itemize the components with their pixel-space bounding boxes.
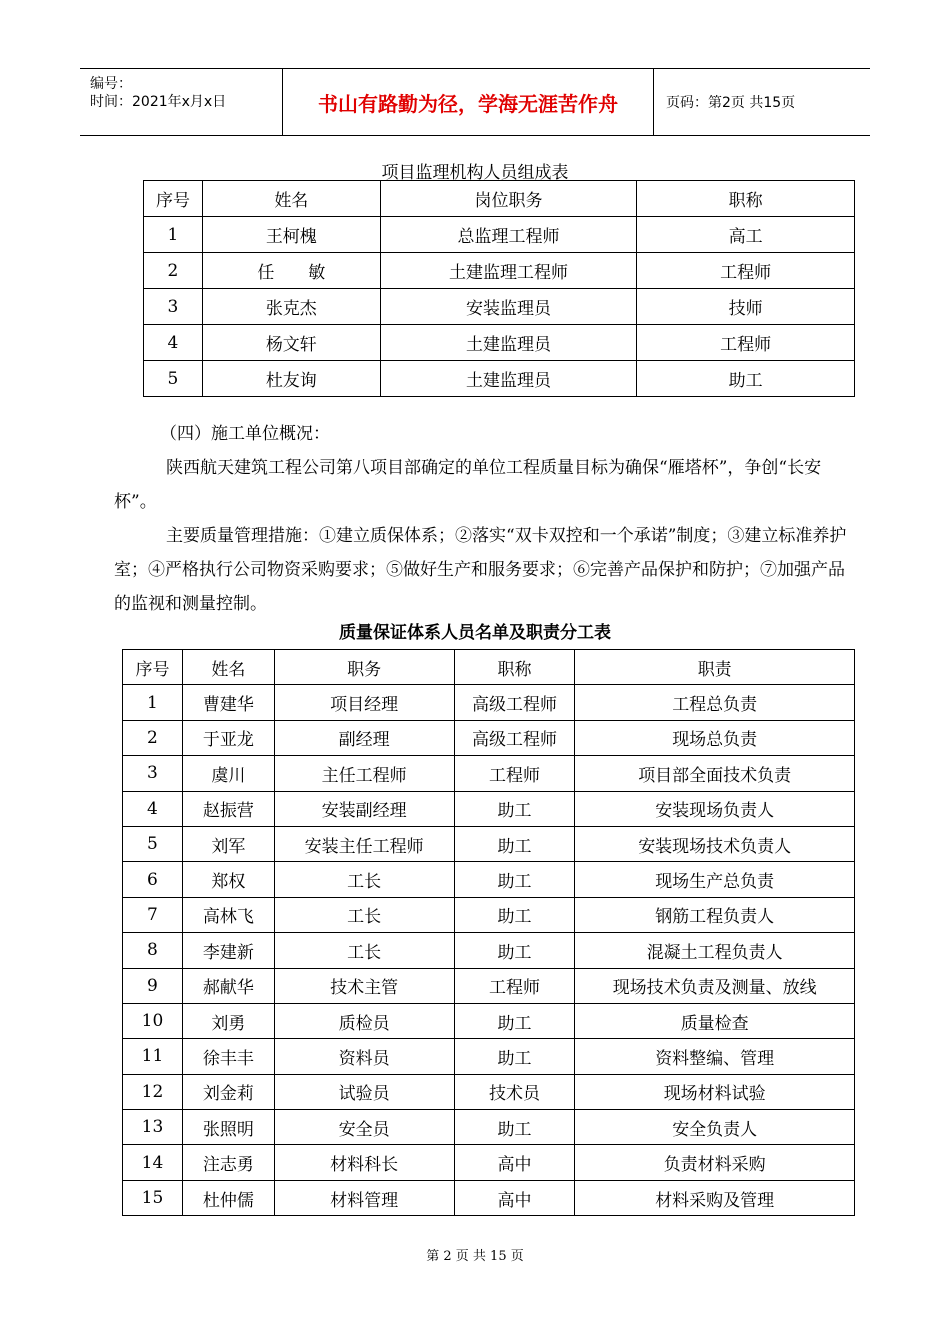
- table-cell: 3: [123, 756, 183, 791]
- table-header-row: [123, 650, 855, 685]
- column-header: 职务: [274, 650, 454, 685]
- table-cell: 技术员: [454, 1074, 575, 1109]
- table-cell: 虞川: [182, 756, 274, 791]
- table-header-row: [144, 181, 855, 217]
- table-row: [144, 217, 855, 253]
- column-header: 序号: [123, 650, 183, 685]
- table-cell: 工长: [274, 933, 454, 968]
- table-cell: 助工: [637, 361, 855, 397]
- table-cell: 13: [123, 1110, 183, 1145]
- column-header: 岗位职务: [380, 181, 637, 217]
- table-cell: 安装主任工程师: [274, 826, 454, 861]
- table-cell: 工程师: [454, 756, 575, 791]
- table-cell: 11: [123, 1039, 183, 1074]
- table-row: [123, 1180, 855, 1215]
- table-row: [123, 1039, 855, 1074]
- table-cell: 高级工程师: [454, 720, 575, 755]
- table-cell: 安装现场技术负责人: [575, 826, 855, 861]
- table-cell: 张照明: [182, 1110, 274, 1145]
- table-cell: 15: [123, 1180, 183, 1215]
- table-cell: 12: [123, 1074, 183, 1109]
- table-cell: 项目经理: [274, 685, 454, 720]
- table-cell: 10: [123, 1003, 183, 1038]
- table-cell: 高林飞: [182, 897, 274, 932]
- quality-assurance-table: [122, 649, 855, 1216]
- column-header: 姓名: [182, 650, 274, 685]
- table-row: [123, 720, 855, 755]
- page-footer: 第 2 页 共 15 页: [426, 1249, 524, 1264]
- table-cell: 5: [123, 826, 183, 861]
- table-cell: 助工: [454, 1039, 575, 1074]
- table-cell: 赵振营: [182, 791, 274, 826]
- table-cell: 安全负责人: [575, 1110, 855, 1145]
- table-cell: 工长: [274, 862, 454, 897]
- table-cell: 资料员: [274, 1039, 454, 1074]
- document-time-label: 时间：2021年x月x日: [90, 94, 227, 110]
- table-cell: 土建监理工程师: [380, 253, 637, 289]
- table-cell: 总监理工程师: [380, 217, 637, 253]
- table-cell: 土建监理员: [380, 361, 637, 397]
- table-cell: 资料整编、管理: [575, 1039, 855, 1074]
- table-cell: 9: [123, 968, 183, 1003]
- table-cell: 8: [123, 933, 183, 968]
- table-row: [123, 1110, 855, 1145]
- table-cell: 工程师: [637, 325, 855, 361]
- table-cell: 现场总负责: [575, 720, 855, 755]
- table-row: [123, 685, 855, 720]
- table-row: [123, 826, 855, 861]
- table-cell: 钢筋工程负责人: [575, 897, 855, 932]
- column-header: 序号: [144, 181, 203, 217]
- header-page-info: 页码：第2页 共15页: [666, 95, 796, 111]
- table-cell: 14: [123, 1145, 183, 1180]
- header-motto: 书山有路勤为径，学海无涯苦作舟: [283, 69, 654, 135]
- table-cell: 杜友询: [202, 361, 380, 397]
- table-cell: 任 敏: [202, 253, 380, 289]
- table-cell: 王柯槐: [202, 217, 380, 253]
- header-meta: [80, 69, 283, 135]
- table-cell: 材料管理: [274, 1180, 454, 1215]
- table-cell: 2: [144, 253, 203, 289]
- supervision-staff-table: [143, 180, 855, 397]
- table-cell: 注志勇: [182, 1145, 274, 1180]
- table-cell: 土建监理员: [380, 325, 637, 361]
- section-heading: （四）施工单位概况：: [160, 424, 330, 444]
- table-cell: 现场生产总负责: [575, 862, 855, 897]
- column-header: 姓名: [202, 181, 380, 217]
- table-cell: 工程师: [454, 968, 575, 1003]
- table-cell: 刘金莉: [182, 1074, 274, 1109]
- table-cell: 刘军: [182, 826, 274, 861]
- table-cell: 试验员: [274, 1074, 454, 1109]
- table-cell: 于亚龙: [182, 720, 274, 755]
- table-row: [123, 756, 855, 791]
- table-cell: 刘勇: [182, 1003, 274, 1038]
- table-cell: 曹建华: [182, 685, 274, 720]
- quality-goal-paragraph: 陕西航天建筑工程公司第八项目部确定的单位工程质量目标为确保“雁塔杯”，争创“长安杯”。: [114, 458, 822, 512]
- table-cell: 3: [144, 289, 203, 325]
- table-cell: 1: [123, 685, 183, 720]
- table-cell: 高中: [454, 1145, 575, 1180]
- table-cell: 副经理: [274, 720, 454, 755]
- column-header: 职称: [454, 650, 575, 685]
- table-cell: 4: [123, 791, 183, 826]
- table-cell: 安装监理员: [380, 289, 637, 325]
- table-row: [144, 253, 855, 289]
- table-row: [144, 361, 855, 397]
- table-cell: 杜仲儒: [182, 1180, 274, 1215]
- table-cell: 助工: [454, 1110, 575, 1145]
- table-cell: 安装现场负责人: [575, 791, 855, 826]
- table-cell: 李建新: [182, 933, 274, 968]
- table-row: [123, 933, 855, 968]
- table-cell: 主任工程师: [274, 756, 454, 791]
- table-cell: 助工: [454, 826, 575, 861]
- table-cell: 材料采购及管理: [575, 1180, 855, 1215]
- table-cell: 高级工程师: [454, 685, 575, 720]
- table-cell: 质量检查: [575, 1003, 855, 1038]
- table-cell: 工长: [274, 897, 454, 932]
- table-cell: 现场技术负责及测量、放线: [575, 968, 855, 1003]
- table-cell: 技师: [637, 289, 855, 325]
- table-cell: 技术主管: [274, 968, 454, 1003]
- table-row: [123, 862, 855, 897]
- column-header: 职责: [575, 650, 855, 685]
- column-header: 职称: [637, 181, 855, 217]
- table-cell: 助工: [454, 897, 575, 932]
- table-cell: 工程师: [637, 253, 855, 289]
- table-cell: 郑权: [182, 862, 274, 897]
- table-cell: 7: [123, 897, 183, 932]
- table-cell: 项目部全面技术负责: [575, 756, 855, 791]
- table-cell: 负责材料采购: [575, 1145, 855, 1180]
- page-header: [80, 68, 870, 136]
- table-row: [123, 968, 855, 1003]
- table-cell: 高中: [454, 1180, 575, 1215]
- table-cell: 5: [144, 361, 203, 397]
- table-cell: 助工: [454, 1003, 575, 1038]
- document-number-label: 编号：: [90, 76, 132, 92]
- table-cell: 1: [144, 217, 203, 253]
- table-cell: 质检员: [274, 1003, 454, 1038]
- table-cell: 郝献华: [182, 968, 274, 1003]
- table-cell: 安全员: [274, 1110, 454, 1145]
- table-cell: 助工: [454, 933, 575, 968]
- table1-caption: 项目监理机构人员组成表: [381, 163, 569, 183]
- table-cell: 张克杰: [202, 289, 380, 325]
- table-cell: 高工: [637, 217, 855, 253]
- table-row: [144, 289, 855, 325]
- table-row: [123, 1145, 855, 1180]
- table-cell: 混凝土工程负责人: [575, 933, 855, 968]
- table-cell: 徐丰丰: [182, 1039, 274, 1074]
- table-cell: 杨文轩: [202, 325, 380, 361]
- table-cell: 工程总负责: [575, 685, 855, 720]
- quality-measures-paragraph: 主要质量管理措施：①建立质保体系；②落实“双卡双控和一个承诺”制度；③建立标准养护室；④严格执行公司物资采购要求；⑤做好生产和服务要求；⑥完善产品保护和防护；⑦加强产品的监视和测量控制。: [114, 526, 847, 614]
- table-cell: 现场材料试验: [575, 1074, 855, 1109]
- table-cell: 助工: [454, 862, 575, 897]
- table-cell: 安装副经理: [274, 791, 454, 826]
- table-cell: 材料科长: [274, 1145, 454, 1180]
- table-row: [144, 325, 855, 361]
- table-row: [123, 1003, 855, 1038]
- table-cell: 6: [123, 862, 183, 897]
- table2-caption: 质量保证体系人员名单及职责分工表: [339, 623, 611, 643]
- table-row: [123, 1074, 855, 1109]
- table-cell: 助工: [454, 791, 575, 826]
- table-cell: 4: [144, 325, 203, 361]
- table-cell: 2: [123, 720, 183, 755]
- table-row: [123, 897, 855, 932]
- table-row: [123, 791, 855, 826]
